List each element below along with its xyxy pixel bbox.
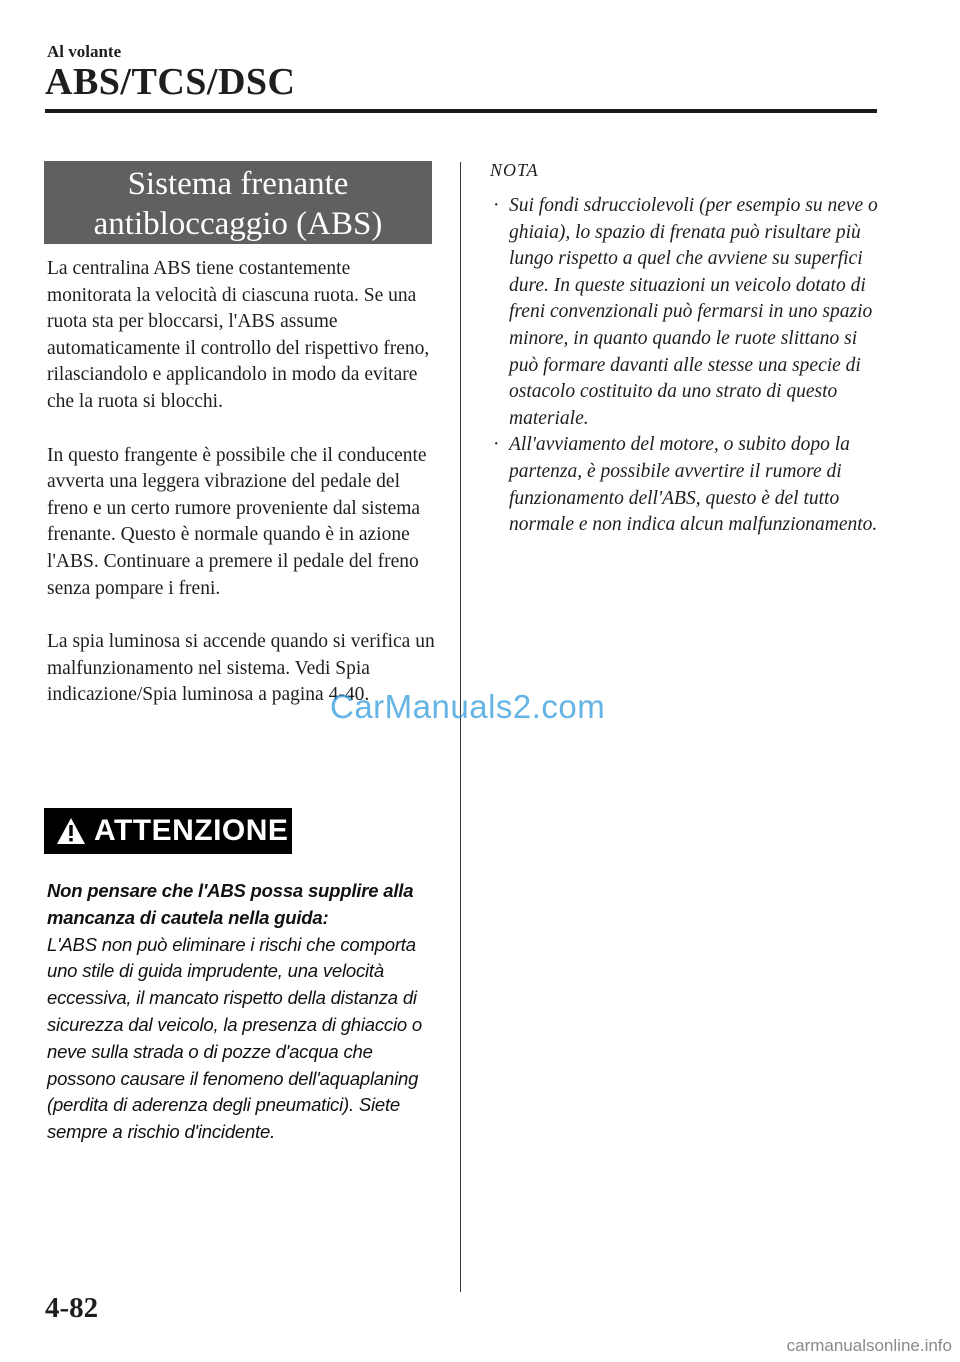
section-title-line-1: Sistema frenante [127,166,349,202]
chapter-title: ABS/TCS/DSC [45,61,296,103]
bullet-icon: · [493,195,500,216]
header-divider [45,109,877,113]
note-item [490,432,880,538]
section-title-line-2: antibloccaggio (ABS) [93,206,383,242]
right-column [490,160,880,539]
warning-heading: Non pensare che l'ABS possa supplire alla mancanza di cautela nella guida: [47,880,414,928]
watermark-link[interactable]: CarManuals2.com [330,688,606,725]
warning-badge [44,808,292,854]
paragraph-1: La centralina ABS tiene costantemente monitorata la velocità di ciascuna ruota. Se una ruota sta per bloccarsi, l'ABS assume automaticamente il controllo del rispettivo freno, rilasciandolo e applicandolo in modo da evitare che la ruota si blocchi. [47,258,430,412]
paragraph-3: La spia luminosa si accende quando si verifica un malfunzionamento nel sistema. Vedi Spia indicazione/Spia luminosa a pagina 4-40. [47,631,435,706]
note-title: NOTA [490,160,539,180]
bullet-icon: · [493,434,500,456]
warning-text: L'ABS non può eliminare i rischi che comporta uno stile di guida imprudente, una velocità eccessiva, il mancato rispetto della distanza di sicurezza dal veicolo, la presenza di ghiaccio o neve sulla strada o di pozze d'acqua che possono causare il fenomeno dell'aquaplaning (perdita di aderenza degli pneumatici). Siete sempre a rischio d'incidente. [47,933,422,1143]
paragraph-2: In questo frangente è possibile che il conducente avverta una leggera vibrazione del pedale del freno e un certo rumore proveniente dal sistema frenante. Questo è normale quando è in azione l'ABS. Continuare a premere il pedale del freno senza pompare i freni. [47,444,427,599]
left-column [47,256,437,736]
warning-label: ATTENZIONE [94,814,289,847]
note-item [490,193,880,432]
page-number: 4-82 [45,1292,99,1324]
column-divider [460,162,461,1292]
section-title-box [44,161,432,244]
section-subtitle: Al volante [47,42,122,61]
note-item-text: All'avviamento del motore, o subito dopo la partenza, è possibile avvertire il rumore di funzionamento dell'ABS, questo è del tutto normale e non indica alcun malfunzionamento. [509,434,878,536]
footer-site-link[interactable]: carmanualsonline.info [786,1336,952,1355]
warning-content [47,878,442,1146]
warning-triangle-icon [56,817,86,845]
note-item-text: Sui fondi sdrucciolevoli (per esempio su neve o ghiaia), lo spazio di frenata può risultare più lungo rispetto a quel che avviene su superfici dure. In queste situazioni un veicolo dotato di freni convenzionali può fermarsi in uno spazio minore, in quanto quando le ruote slittano si può formare davanti alle stesse una specie di ostacolo costituito da uno strato di questo materiale. [509,195,878,429]
